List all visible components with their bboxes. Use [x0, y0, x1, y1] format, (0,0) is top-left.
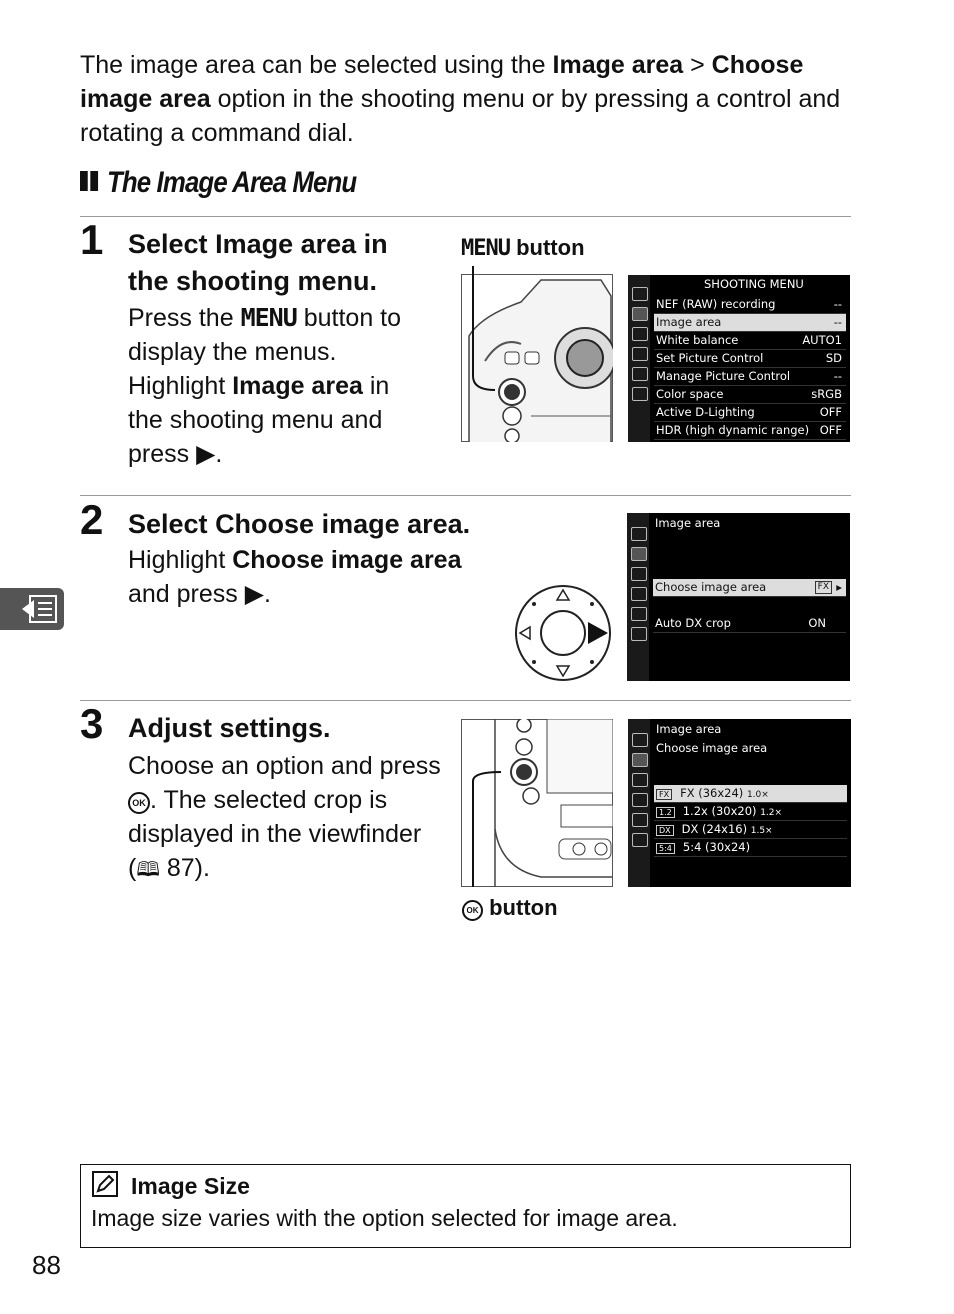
intro-bold-image-area: Image area	[552, 51, 684, 79]
step-body	[128, 749, 448, 887]
menu-row[interactable]	[654, 386, 846, 404]
row-value: OFF	[819, 423, 842, 437]
camera-icon	[632, 307, 648, 321]
option-label: 5:4	[682, 840, 702, 854]
step-title-text: Choose image area	[215, 509, 463, 539]
intro-bold-choose: Choose image area	[80, 51, 804, 113]
menu-row[interactable]	[654, 296, 846, 314]
multi-selector-illustration	[514, 584, 612, 682]
menu-row[interactable]	[654, 350, 846, 368]
camera-back-illustration	[461, 266, 613, 442]
right-arrow-icon: ▶	[196, 440, 216, 468]
menu-row[interactable]	[654, 404, 846, 422]
step-number: 1	[80, 216, 104, 263]
menu-tab-bar	[627, 513, 649, 681]
row-label: Color space	[656, 387, 724, 401]
section-title-text: The Image Area Menu	[106, 166, 357, 199]
wrench-icon	[631, 587, 647, 601]
pencil-icon	[632, 773, 648, 787]
section-title	[80, 166, 356, 200]
menu-glyph: MENU	[461, 236, 510, 261]
ok-button-label	[462, 895, 558, 921]
divider	[80, 216, 851, 217]
row-label: Active D-Lighting	[656, 405, 755, 419]
step-number: 3	[80, 700, 104, 747]
row-label: Auto DX crop	[655, 616, 731, 630]
screen-subtitle: Choose image area	[656, 741, 768, 755]
retouch-icon	[632, 813, 648, 827]
shooting-menu-screen	[628, 275, 850, 442]
option-label: FX	[680, 786, 695, 800]
intro-text: option in the shooting menu or by pressing a control and rotating a command dial.	[80, 85, 841, 147]
row-value: --	[833, 315, 842, 329]
step-body	[128, 301, 428, 471]
menu-row[interactable]	[654, 368, 846, 386]
step-title-text: .	[462, 509, 471, 539]
option-dims: (30x20)	[711, 804, 757, 818]
step-body-text: .	[263, 580, 271, 608]
note-body: Image size varies with the option selected for image area.	[91, 1205, 678, 1231]
menu-row-selected[interactable]	[653, 579, 846, 597]
row-label: Image area	[656, 315, 722, 329]
step-title-text: Select	[128, 509, 216, 539]
option-row[interactable]	[654, 821, 847, 839]
step-body-text: .	[215, 440, 223, 468]
option-multiplier: 1.2×	[760, 808, 783, 818]
book-icon: 🕮	[136, 859, 160, 881]
camera-back-illustration	[461, 719, 613, 887]
crop-12-icon: 1.2	[656, 807, 675, 818]
option-row[interactable]	[654, 839, 847, 857]
step-body	[128, 543, 508, 611]
label-text: button	[483, 895, 558, 920]
my-menu-icon	[631, 627, 647, 641]
row-value: sRGB	[811, 387, 842, 401]
divider	[80, 495, 851, 496]
step-title	[128, 226, 428, 300]
playback-icon	[632, 733, 648, 747]
row-value: --	[833, 297, 842, 311]
row-value: SD	[825, 351, 842, 365]
my-menu-icon	[632, 387, 648, 401]
row-value: OFF	[819, 405, 842, 419]
step-body-text: 87).	[159, 854, 210, 882]
intro-text: >	[683, 51, 712, 79]
pencil-note-icon	[92, 1171, 118, 1197]
intro-text: The image area can be selected using the	[80, 51, 553, 79]
note-title: Image Size	[131, 1173, 250, 1199]
crop-54-icon: 5:4	[656, 843, 675, 854]
playback-icon	[631, 527, 647, 541]
chapter-tab	[0, 588, 64, 630]
choose-image-area-screen	[628, 719, 851, 887]
dx-icon: DX	[656, 825, 674, 836]
divider	[80, 700, 851, 701]
step-body-text: Press the	[128, 304, 241, 332]
step-body-text: in the shooting menu and press	[128, 372, 390, 468]
option-label: 1.2x	[682, 804, 708, 818]
ok-button-icon: OK	[462, 900, 483, 921]
row-value: AUTO1	[802, 333, 842, 347]
page-number: 88	[32, 1250, 61, 1280]
my-menu-icon	[632, 833, 648, 847]
playback-icon	[632, 287, 648, 301]
row-label: NEF (RAW) recording	[656, 297, 776, 311]
step-title-text: in the shooting menu.	[128, 229, 388, 296]
section-marker-icon	[80, 171, 88, 191]
step-number: 2	[80, 496, 104, 543]
submenu-arrow-icon: ▸	[836, 580, 842, 594]
step-body-text: . The selected crop is displayed in the viewfinder (	[128, 786, 422, 882]
image-area-screen	[627, 513, 850, 681]
camera-icon	[631, 547, 647, 561]
step-title	[128, 506, 508, 543]
option-dims: (24x16)	[702, 822, 748, 836]
wrench-icon	[632, 793, 648, 807]
row-label: Set Picture Control	[656, 351, 764, 365]
camera-icon	[632, 753, 648, 767]
row-label: White balance	[656, 333, 739, 347]
row-label: HDR (high dynamic range)	[656, 423, 810, 437]
step-body-bold: Choose image area	[232, 546, 462, 574]
fx-icon: FX	[656, 789, 672, 800]
menu-row[interactable]	[654, 332, 846, 350]
step-body-text: Choose an option and press	[128, 752, 441, 780]
ok-button-icon: OK	[128, 792, 150, 814]
menu-button-label	[461, 235, 585, 261]
step-title: Adjust settings.	[128, 713, 331, 743]
menu-tab-bar	[628, 275, 650, 442]
option-label: DX	[681, 822, 699, 836]
screen-title: Image area	[655, 516, 721, 530]
menu-row[interactable]	[654, 422, 846, 440]
screen-title: SHOOTING MENU	[704, 277, 804, 291]
section-marker-icon	[90, 171, 98, 191]
wrench-icon	[632, 347, 648, 361]
menu-row-selected[interactable]	[654, 314, 846, 332]
option-multiplier: 1.5×	[750, 826, 773, 836]
screen-title: Image area	[656, 722, 722, 736]
step-body-text: button to display the menus. Highlight	[128, 304, 402, 400]
menu-row[interactable]	[653, 615, 846, 633]
shooting-menu-tab-icon	[0, 588, 64, 630]
row-value: --	[833, 369, 842, 383]
menu-glyph: MENU	[240, 303, 297, 332]
option-dims: (30x24)	[705, 840, 751, 854]
step-title-text: Select	[128, 229, 216, 259]
intro-paragraph	[80, 48, 870, 150]
row-value: FX	[815, 581, 832, 594]
option-multiplier: 1.0×	[746, 790, 769, 800]
step-title-text: Image area	[215, 229, 357, 259]
step-body-text: Highlight	[128, 546, 233, 574]
option-row-selected[interactable]	[654, 785, 847, 803]
note-box	[80, 1164, 851, 1248]
label-text: button	[509, 235, 585, 260]
retouch-icon	[631, 607, 647, 621]
pencil-icon	[632, 327, 648, 341]
option-row[interactable]	[654, 803, 847, 821]
right-arrow-icon: ▶	[244, 580, 264, 608]
step-body-bold: Image area	[232, 372, 363, 400]
menu-tab-bar	[628, 719, 650, 887]
row-value: ON	[808, 616, 826, 630]
pencil-icon	[631, 567, 647, 581]
row-label: Manage Picture Control	[656, 369, 791, 383]
option-dims: (36x24)	[698, 786, 744, 800]
row-label: Choose image area	[655, 580, 767, 594]
step-body-text: and press	[128, 580, 245, 608]
retouch-icon	[632, 367, 648, 381]
